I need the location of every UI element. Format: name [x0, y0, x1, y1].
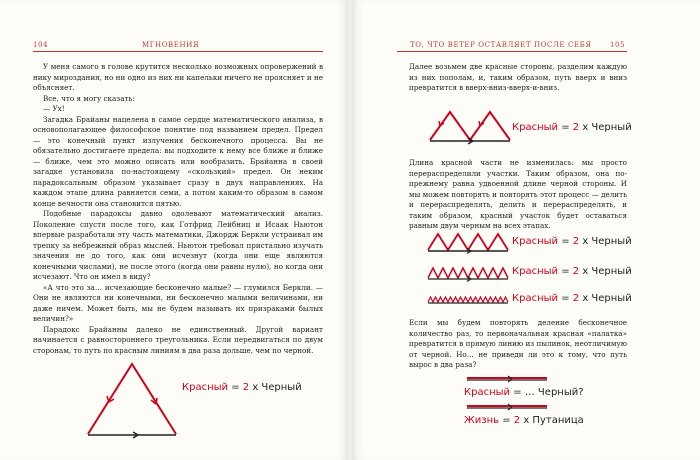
limit-line-diagram: [464, 374, 550, 384]
number-two: 2: [572, 122, 580, 133]
paragraph: — Ух!: [43, 104, 65, 113]
equation-rest: х Черный: [579, 293, 632, 304]
red-word: Красный: [512, 266, 559, 277]
number-two: 2: [572, 266, 580, 277]
page-number-right: 105: [610, 41, 626, 49]
right-page: [352, 0, 700, 460]
equals: =: [499, 415, 514, 426]
header-rule-left: [33, 51, 323, 52]
equation-red-black-left: [182, 382, 302, 393]
red-word: Красный: [512, 236, 559, 247]
equation-rest: х Черный: [249, 382, 302, 393]
equation-zigzag-4: [512, 236, 632, 247]
paragraph: У меня самого в голове крутится несколько возможных опровержений в нику мироздания, но ни одно из них ни капельки ничего не проясняет и не объясняет.: [33, 62, 323, 92]
number-two: 2: [572, 293, 580, 304]
equals: =: [558, 266, 573, 277]
running-head-left: МГНОВЕНИЯ: [142, 41, 200, 49]
header-rule-right: [397, 51, 627, 52]
equals: =: [228, 382, 243, 393]
red-word: Жизнь: [464, 415, 500, 426]
equation-rest: х Черный: [579, 122, 632, 133]
zigzag-diagram-16: [425, 292, 515, 306]
paragraph: Подобные парадоксы давно одолевают математический анализ. Поколение спустя после того, как Готфрид Лейбниц и Исаак Ньютон впервые разработали эту часть математики, Джордж Беркли устраивал им трепку за небрежный образ мыслей. Ньютон требовал пристально изучать значения не до того, как они исчезнут (когда они еще являются конечными числами), не после этого (когда они равны нулю), но когда они исчезают. Что он имел в виду?: [33, 209, 323, 281]
equation-question: [464, 387, 584, 398]
number-two: 2: [572, 236, 580, 247]
equals: =: [558, 293, 573, 304]
equals: =: [558, 236, 573, 247]
zigzag-diagram-8: [425, 262, 515, 282]
red-word: Красный: [182, 382, 229, 393]
life-line-diagram: [464, 402, 550, 412]
equation-2-peaks: [512, 122, 632, 133]
equation-rest: х Черный: [579, 236, 632, 247]
red-word: Красный: [464, 387, 511, 398]
paragraph: Все, что я могу сказать:: [43, 93, 135, 103]
equation-rest: х Путаница: [520, 415, 584, 426]
equation-rest: х Черный: [579, 266, 632, 277]
question-rest: = … Черный?: [510, 387, 584, 398]
red-word: Красный: [512, 293, 559, 304]
number-two: 2: [513, 415, 521, 426]
two-peaks-diagram: [427, 106, 513, 146]
equation-zigzag-8: [512, 266, 632, 277]
equals: =: [558, 122, 573, 133]
paragraph-3: Если мы будем повторять деление бесконечное количество раз, то первоначальная красная «палатка» превратится в прямую линию из пылинок, неотличимую от черной. Но… не приведи ли это к тому, что путь вырос в два раза?: [409, 318, 627, 369]
paragraph: Парадокс Брайанны далеко не единственный. Другой вариант начинается с равностороннего треугольника. Если передвигаться по двум сторонам, то путь по красным линиям в два раза дольше, чем по черной.: [33, 324, 323, 355]
triangle-diagram: [82, 360, 182, 442]
number-two: 2: [242, 382, 250, 393]
page-number-left: 104: [33, 41, 49, 49]
left-body-text: [33, 62, 323, 356]
zigzag-diagram-4: [425, 230, 515, 254]
running-head-right: ТО, ЧТО ВЕТЕР ОСТАВЛЯЕТ ПОСЛЕ СЕБЯ: [410, 41, 592, 49]
paragraph: Загадка Брайаны нацелена в самое сердце математического анализа, в основополагающее философское понятие под названием предел. Предел — это конечный пункт излучения бесконечного процесса. Вы не обязательно достигаете предела: вы подходите к нему все ближе и ближе — ближе, чем это можно описать или вообразить. Брайанна в своей загадке установила по-настоящему «скользкий» предел. Он неким парадоксальным образом указывает сразу в двух направлениях. На каждом этапе длина равняется семи, а потом каким-то образом в самом конце вечности она становится пятью.: [33, 114, 323, 208]
equation-zigzag-16: [512, 293, 632, 304]
paragraph: «А что это за… исчезающие бесконечно малые? — глумился Беркли. — Они не являются ни конечными, ни бесконечно малыми величинами, ни даже ничем. Может быть, мы не будем называть их призраками былых величин?»: [33, 282, 323, 323]
equation-life: [464, 415, 584, 426]
paragraph-2: Длина красной части не изменилась: мы просто перераспределили участки. Таким образом, она по-прежнему равна удвоенной длине черной стороны. И мы можем повторять и повторять этот процесс — делить и перераспределять, делить и перераспределять, и таким образом, красный участок будет оставаться равным двум черным на всех этапах.: [409, 158, 627, 230]
left-page: [0, 0, 348, 460]
red-word: Красный: [512, 122, 559, 133]
paragraph-1: Далее возьмем две красные стороны, разделим каждую из них пополам, и, таким образом, путь вверх и вниз превратится в вверх-вниз-вверх-и-вниз.: [409, 62, 627, 92]
